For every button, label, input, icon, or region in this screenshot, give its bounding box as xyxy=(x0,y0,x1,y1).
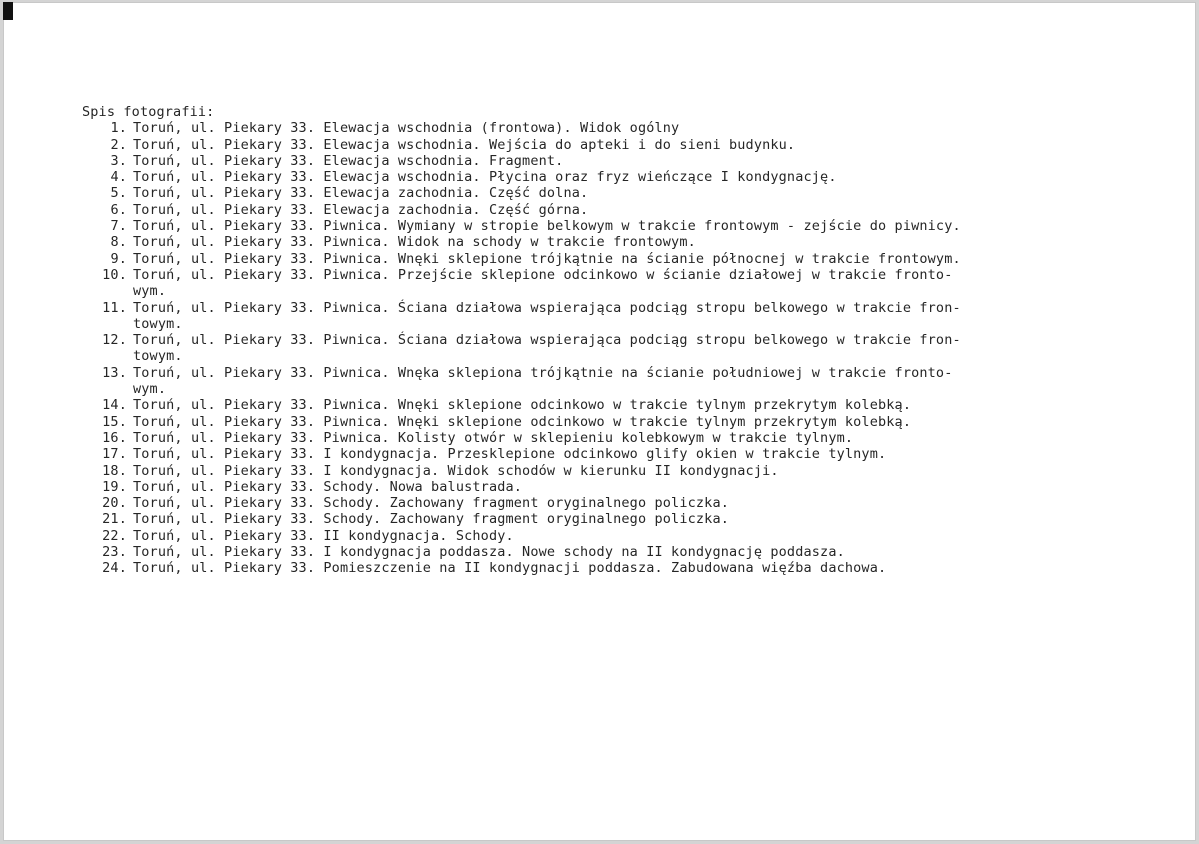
list-item xyxy=(82,511,961,527)
list-item xyxy=(82,218,961,234)
list-item xyxy=(82,332,961,365)
list-item xyxy=(82,169,961,185)
entry-number: 11. xyxy=(102,299,127,316)
list-item xyxy=(82,446,961,462)
entry-caption: Toruń, ul. Piekary 33. Piwnica. Przejście sklepione odcinkowo w ścianie działowej w trakcie fronto- wym. xyxy=(133,266,953,300)
entry-number: 19. xyxy=(102,478,127,495)
entry-number: 3. xyxy=(110,152,127,169)
entry-caption: Toruń, ul. Piekary 33. Piwnica. Wymiany w stropie belkowym w trakcie frontowym - zejście do piwnicy. xyxy=(133,218,961,235)
entry-caption: Toruń, ul. Piekary 33. Schody. Zachowany fragment oryginalnego policzka. xyxy=(133,495,729,512)
entry-number: 12. xyxy=(102,332,127,349)
entry-caption: Toruń, ul. Piekary 33. Elewacja wschodnia. Fragment. xyxy=(133,152,564,169)
entry-number: 17. xyxy=(102,446,127,463)
list-item xyxy=(82,414,961,430)
entry-caption: Toruń, ul. Piekary 33. Piwnica. Kolisty otwór w sklepieniu kolebkowym w trakcie tylnym. xyxy=(133,429,854,446)
entry-caption: Toruń, ul. Piekary 33. Elewacja wschodnia. Wejścia do apteki i do sieni budynku. xyxy=(133,136,796,153)
entry-number: 16. xyxy=(102,429,127,446)
scan-edge-mark xyxy=(3,2,13,20)
entry-number: 9. xyxy=(110,250,127,267)
entry-number: 23. xyxy=(102,544,127,561)
list-item xyxy=(82,495,961,511)
entry-caption: Toruń, ul. Piekary 33. Schody. Zachowany fragment oryginalnego policzka. xyxy=(133,511,729,528)
entry-caption: Toruń, ul. Piekary 33. Elewacja wschodnia. Płycina oraz fryz wieńczące I kondygnację. xyxy=(133,169,837,186)
list-item xyxy=(82,120,961,136)
entry-number: 4. xyxy=(110,169,127,186)
entry-caption: Toruń, ul. Piekary 33. Piwnica. Wnęki sklepione odcinkowo w trakcie tylnym przekrytym kolebką. xyxy=(133,413,912,430)
list-item xyxy=(82,365,961,398)
entry-number: 22. xyxy=(102,527,127,544)
entry-number: 2. xyxy=(110,136,127,153)
entry-caption: Toruń, ul. Piekary 33. Piwnica. Ściana działowa wspierająca podciąg stropu belkowego w trakcie fron- towym. xyxy=(133,299,961,332)
list-item xyxy=(82,234,961,250)
entry-caption: Toruń, ul. Piekary 33. I kondygnacja. Widok schodów w kierunku II kondygnacji. xyxy=(133,462,779,479)
entry-number: 21. xyxy=(102,511,127,528)
entry-caption: Toruń, ul. Piekary 33. Piwnica. Wnęki sklepione odcinkowo w trakcie tylnym przekrytym kolebką. xyxy=(133,397,912,414)
entry-number: 20. xyxy=(102,495,127,512)
list-item xyxy=(82,544,961,560)
entry-caption: Toruń, ul. Piekary 33. I kondygnacja. Przesklepione odcinkowo glify okien w trakcie tylnym. xyxy=(133,446,887,463)
list-item xyxy=(82,300,961,333)
list-item xyxy=(82,251,961,267)
entry-number: 13. xyxy=(102,364,127,381)
photo-entries xyxy=(82,120,961,576)
entry-number: 6. xyxy=(110,201,127,218)
entry-caption: Toruń, ul. Piekary 33. Schody. Nowa balustrada. xyxy=(133,478,523,495)
entry-caption: Toruń, ul. Piekary 33. Piwnica. Ściana działowa wspierająca podciąg stropu belkowego w trakcie fron- towym. xyxy=(133,332,961,365)
list-item xyxy=(82,479,961,495)
list-item xyxy=(82,463,961,479)
list-item xyxy=(82,560,961,576)
entry-caption: Toruń, ul. Piekary 33. Pomieszczenie na II kondygnacji poddasza. Zabudowana więźba dachowa. xyxy=(133,560,887,577)
list-item xyxy=(82,137,961,153)
list-item xyxy=(82,528,961,544)
list-item xyxy=(82,202,961,218)
entry-number: 14. xyxy=(102,397,127,414)
entry-number: 7. xyxy=(110,218,127,235)
entry-caption: Toruń, ul. Piekary 33. Piwnica. Widok na schody w trakcie frontowym. xyxy=(133,234,696,251)
list-item xyxy=(82,267,961,300)
photo-list xyxy=(82,104,961,577)
document-page xyxy=(3,2,1196,841)
entry-caption: Toruń, ul. Piekary 33. Elewacja zachodnia. Część dolna. xyxy=(133,185,589,202)
entry-number: 8. xyxy=(110,234,127,251)
entry-number: 24. xyxy=(102,560,127,577)
entry-caption: Toruń, ul. Piekary 33. I kondygnacja poddasza. Nowe schody na II kondygnację poddasza. xyxy=(133,544,845,561)
entry-number: 1. xyxy=(110,120,127,137)
list-item xyxy=(82,185,961,201)
entry-caption: Toruń, ul. Piekary 33. Elewacja zachodnia. Część górna. xyxy=(133,201,589,218)
entry-number: 5. xyxy=(110,185,127,202)
list-item xyxy=(82,430,961,446)
entry-caption: Toruń, ul. Piekary 33. II kondygnacja. Schody. xyxy=(133,527,514,544)
entry-caption: Toruń, ul. Piekary 33. Piwnica. Wnęki sklepione trójkątnie na ścianie północnej w trakcie frontowym. xyxy=(133,250,961,267)
list-item xyxy=(82,153,961,169)
entry-caption: Toruń, ul. Piekary 33. Elewacja wschodnia (frontowa). Widok ogólny xyxy=(133,120,680,137)
entry-caption: Toruń, ul. Piekary 33. Piwnica. Wnęka sklepiona trójkątnie na ścianie południowej w trakcie fronto- wym. xyxy=(133,364,953,398)
entry-number: 15. xyxy=(102,413,127,430)
list-title: Spis fotografii: xyxy=(82,104,215,120)
entry-number: 10. xyxy=(102,266,127,283)
entry-number: 18. xyxy=(102,462,127,479)
list-item xyxy=(82,397,961,413)
